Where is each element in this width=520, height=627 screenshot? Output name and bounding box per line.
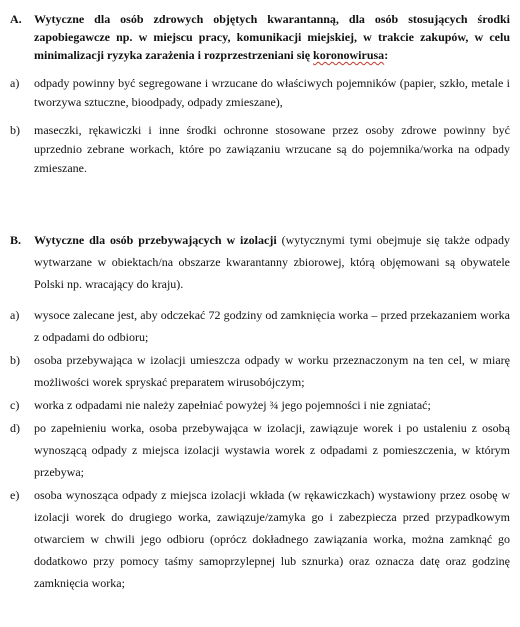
list-item-label: a) (10, 308, 20, 322)
list-item (10, 394, 510, 416)
list-item (10, 74, 510, 112)
section-b-heading-rest: (wytycznymi tymi obejmuje się także odpady wytwarzane w obiektach/na obszarze kwarantanny zbiorowej, którą objęmowani są obywatele Polski np. wracający do kraju). (34, 233, 510, 291)
section-a (10, 10, 510, 187)
list-item (10, 121, 510, 178)
section-a-list (10, 74, 510, 178)
list-item-label: e) (10, 488, 20, 502)
list-item-text: osoba przebywająca w izolacji umieszcza odpady w worku przeznaczonym na ten cel, w miarę możliwości worek spryskać preparatem wirusobójczym; (34, 353, 510, 389)
list-item-label: b) (10, 123, 20, 137)
list-item (10, 417, 510, 483)
list-item-text: wysoce zalecane jest, aby odczekać 72 godziny od zamknięcia worka – przed przekazaniem worka z odpadami do odbioru; (34, 308, 510, 344)
section-b-letter: B. (10, 233, 22, 247)
section-b-list (10, 304, 510, 594)
section-a-heading-text (34, 10, 510, 64)
list-item-text: osoba wynosząca odpady z miejsca izolacji wkłada (w rękawiczkach) wystawiony przez osobę w izolacji worek do drugiego worka, zawiązuje/zamyka go i zabezpiecza przed przypadkowym otwarciem w chwili jego odbioru (oprócz dokładnego zawiązania worka, można zamknąć go dodatkowo przy pomocy taśmy samoprzylepnej lub sznurka) oraz oznacza datę oraz godzinę zamknięcia worka; (34, 488, 510, 590)
list-item-label: b) (10, 353, 20, 367)
section-b-heading-bold: Wytyczne dla osób przebywających w izolacji (34, 233, 277, 247)
section-a-letter: A. (10, 12, 22, 26)
section-a-heading-main: Wytyczne dla osób zdrowych objętych kwarantanną, dla osób stosujących środki zapobiegawcze np. w miejscu pracy, komunikacji miejskiej, w trakcie zakupów, w celu minimalizacji ryzyka zarażenia i rozprzestrzeniani się (34, 12, 510, 62)
list-item (10, 349, 510, 393)
list-item-label: c) (10, 398, 20, 412)
section-a-heading-end: : (384, 48, 389, 62)
section-b-heading-text (34, 229, 510, 295)
section-a-heading (10, 10, 510, 64)
list-item-text: po zapełnieniu worka, osoba przebywająca w izolacji, zawiązuje worek i po ustaleniu z osobą wynoszącą odpady z miejsca izolacji wystawia worek z odpadami z pomieszczenia, w którym przebywa; (34, 421, 510, 479)
section-a-heading-misspelled: koronowirusa (313, 48, 385, 62)
list-item (10, 484, 510, 594)
list-item (10, 304, 510, 348)
list-item-text: odpady powinny być segregowane i wrzucane do właściwych pojemników (papier, szkło, metale i tworzywa sztuczne, bioodpady, odpady zmieszane), (34, 76, 510, 109)
list-item-label: a) (10, 76, 20, 90)
section-b (10, 229, 510, 595)
list-item-text: maseczki, rękawiczki i inne środki ochronne stosowane przez osoby zdrowe powinny być uprzednio zebrane workach, które po zawiązaniu wrzucane są do pojemnika/worka na odpady zmieszane. (34, 123, 510, 175)
list-item-label: d) (10, 421, 20, 435)
section-b-heading (10, 229, 510, 295)
list-item-text: worka z odpadami nie należy zapełniać powyżej ¾ jego pojemności i nie zgniatać; (34, 398, 431, 412)
